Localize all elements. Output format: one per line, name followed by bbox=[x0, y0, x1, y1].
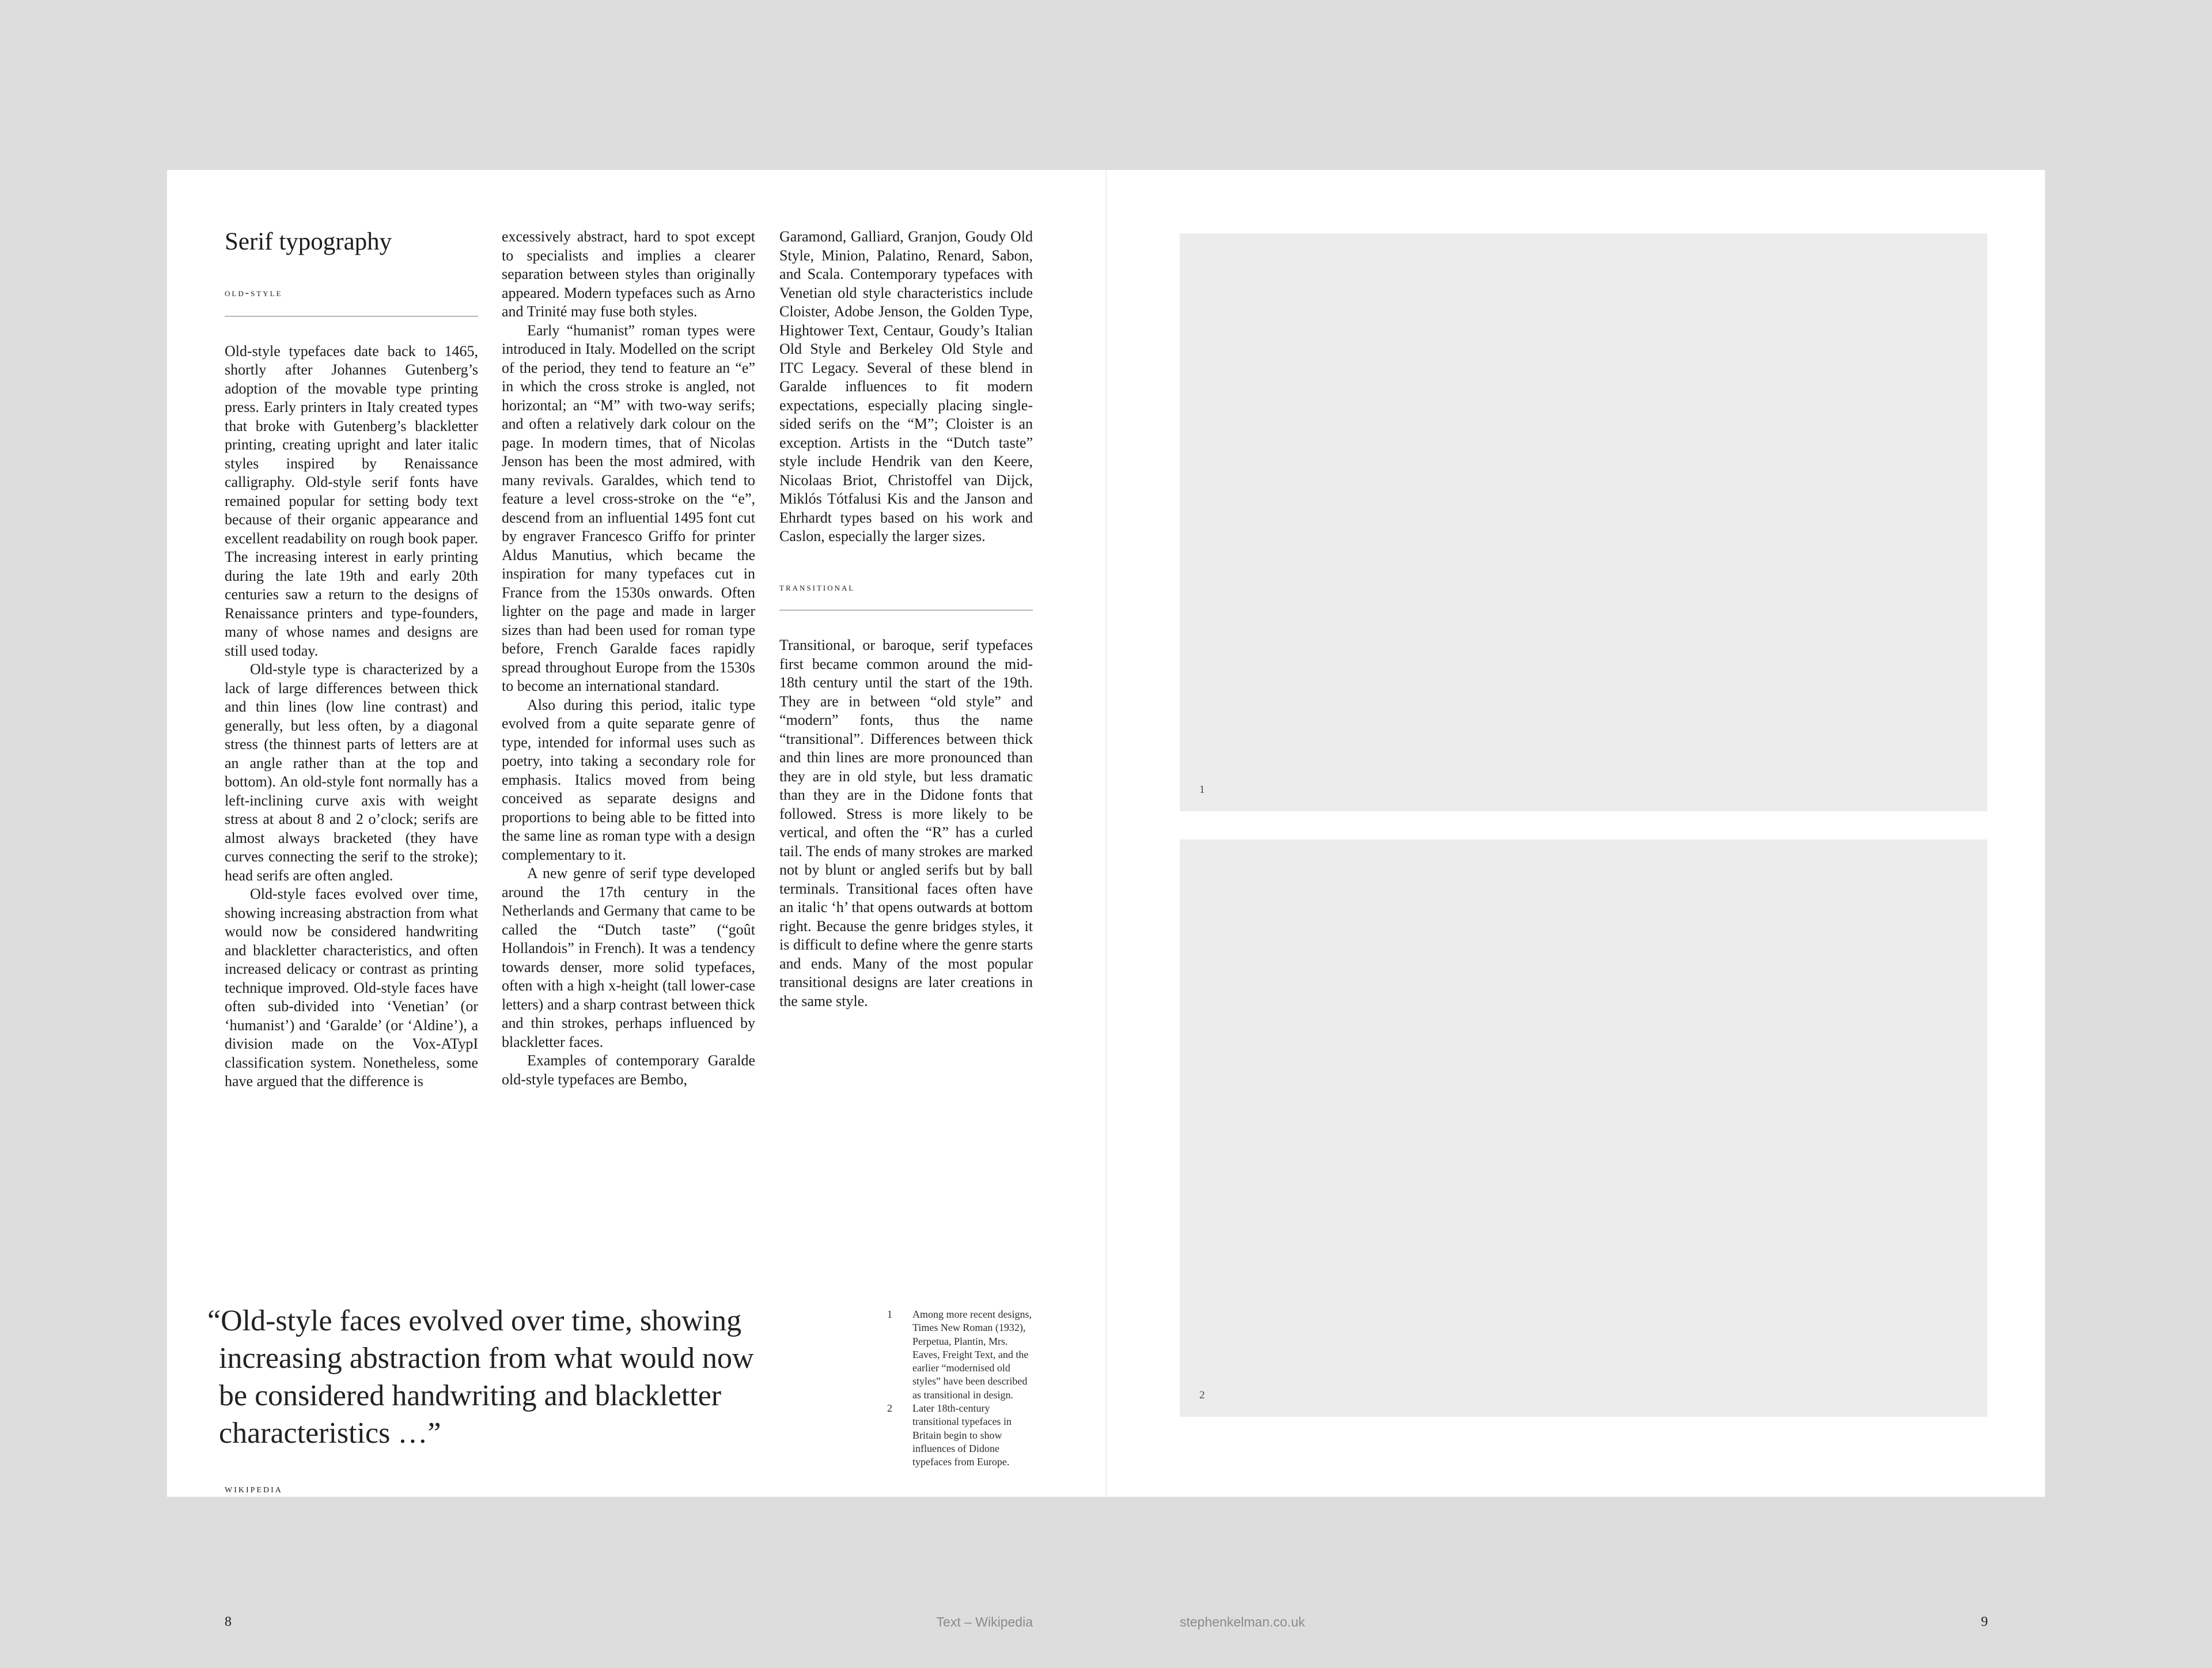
image-caption-number: 2 bbox=[1199, 1389, 1205, 1401]
paragraph: Early “humanist” roman types were introduced in Italy. Modelled on the script of the period, they tend to feature an “e” in which the cross stroke is angled, not horizontal; an “M” with two-way serifs; and often a relatively dark colour on the page. In modern times, that of Nicolas Jenson has been the most admired, with many revivals. Garaldes, which tend to feature a level cross-stroke on the “e”, descend from an influential 1495 font cut by engraver Francesco Griffo for printer Aldus Manutius, which became the inspiration for many typefaces cut in France from the 1530s onwards. Often lighter on the page and made in larger sizes than had been used for roman type before, French Garalde faces rapidly spread throughout Europe from the 1530s to become an international standard. bbox=[502, 322, 755, 694]
paragraph: A new genre of serif type developed around the 17th century in the Netherlands and Germany that came to be called the “Dutch taste” (“goût Hollandois” in French). It was a tendency towards denser, more solid typefaces, often with a high x-height (tall lower-case letters) and a sharp contrast between thick and thin strokes, perhaps influenced by blackletter faces. bbox=[502, 865, 755, 1050]
footnote bbox=[887, 1402, 1033, 1469]
pull-quote bbox=[207, 1302, 783, 1452]
image-placeholder-1 bbox=[1180, 233, 1987, 811]
image-placeholder-2 bbox=[1180, 839, 1987, 1417]
section-heading-transitional: transitional bbox=[779, 578, 1033, 611]
running-footer-left: Text – Wikipedia bbox=[936, 1614, 1033, 1629]
right-page bbox=[1106, 170, 2045, 1629]
paragraph: Also during this period, italic type evolved from a quite separate genre of type, intended for informal uses such as poetry, into taking a secondary role for emphasis. Italics moved from being conceived as separate designs and proportions to being able to be fitted into the same line as roman type with a design complementary to it. bbox=[502, 696, 755, 863]
page-title: Serif typography bbox=[225, 228, 392, 255]
quote-source: wikipedia bbox=[225, 1482, 283, 1495]
image-caption-number: 1 bbox=[1199, 784, 1205, 796]
pull-quote-text: “Old-style faces evolved over time, showing increasing abstraction from what would now be considered handwriting and blackletter characteristics …” bbox=[207, 1304, 754, 1450]
footnote-number: 1 bbox=[887, 1308, 892, 1320]
paragraph: Garamond, Galliard, Granjon, Goudy Old Style, Minion, Palatino, Renard, Sabon, and Scala. Contemporary typefaces with Venetian old style characteristics include Cloister, Adobe Jenson, the Golden Type, Hightower Text, Centaur, Goudy’s Italian Old Style and Berkeley Old Style and ITC Legacy. Several of these blend in Garalde influences to fit modern expectations, especially placing single-sided serifs on the “M”; Cloister is an exception. Artists in the “Dutch taste” style include Hendrik van den Keere, Nicolaas Briot, Christoffel van Dijck, Miklós Tótfalusi Kis and the Janson and Ehrhardt types based on his work and Caslon, especially the larger sizes. bbox=[779, 228, 1033, 544]
running-footer-right: stephenkelman.co.uk bbox=[1180, 1614, 1305, 1629]
paragraph: Examples of contemporary Garalde old-style typefaces are Bembo, bbox=[502, 1052, 755, 1088]
footnote bbox=[887, 1308, 1033, 1402]
page-number-right: 9 bbox=[1981, 1614, 1988, 1629]
paragraph: Old-style typefaces date back to 1465, shortly after Johannes Gutenberg’s adoption of the movable type printing press. Early printers in Italy created types that broke with Gutenberg’s blackletter printing, creating upright and later italic styles inspired by Renaissance calligraphy. Old-style serif fonts have remained popular for setting body text because of their organic appearance and excellent readability on rough book paper. The increasing interest in early printing during the late 19th and early 20th centuries saw a return to the designs of Renaissance printers and type-founders, many of whose names and designs are still used today. bbox=[225, 342, 478, 659]
footnote-text: Among more recent designs, Times New Roman (1932), Perpetua, Plantin, Mrs. Eaves, Freight Text, and the earlier “modernised old styles” have been described as transitional in design. bbox=[912, 1308, 1032, 1401]
section-heading-old-style: old-style bbox=[225, 284, 478, 317]
left-page bbox=[167, 170, 1106, 1629]
footnote-number: 2 bbox=[887, 1402, 892, 1414]
footnotes bbox=[887, 1308, 1033, 1469]
paragraph: Old-style type is characterized by a lack of large differences between thick and thin lines (low line contrast) and generally, but less often, by a diagonal stress (the thinnest parts of letters are at an angle rather than at the top and bottom). An old-style font normally has a left-inclining curve axis with weight stress at about 8 and 2 o’clock; serifs are almost always bracketed (they have curves connecting the serif to the stroke); head serifs are often angled. bbox=[225, 661, 478, 884]
book-spread bbox=[167, 170, 2045, 1629]
paragraph: excessively abstract, hard to spot except to specialists and implies a clearer separation between styles than originally appeared. Modern typefaces such as Arno and Trinité may fuse both styles. bbox=[502, 228, 755, 320]
page-number-left: 8 bbox=[225, 1614, 232, 1629]
paragraph: Transitional, or baroque, serif typefaces first became common around the mid-18th century until the start of the 19th. They are in between “old style” and “modern” fonts, thus the name “transitional”. Differences between thick and thin lines are more pronounced than they are in old style, but less dramatic than they are in the Didone fonts that followed. Stress is more likely to be vertical, and often the “R” has a curled tail. The ends of many strokes are marked not by blunt or angled serifs but by ball terminals. Transitional faces often have an italic ‘h’ that opens outwards at bottom right. Because the genre bridges styles, it is difficult to define where the genre starts and ends. Many of the most popular transitional designs are later creations in the same style. bbox=[779, 637, 1033, 1009]
footnote-text: Later 18th-century transitional typefaces in Britain begin to show influences of Didone typefaces from Europe. bbox=[912, 1402, 1012, 1468]
text-column-1 bbox=[225, 228, 478, 1091]
text-column-3 bbox=[779, 228, 1033, 1011]
text-column-2 bbox=[502, 228, 755, 1089]
paragraph: Old-style faces evolved over time, showing increasing abstraction from what would now be considered handwriting and blackletter characteristics, and often increased delicacy or contrast as printing technique improved. Old-style faces have often sub-divided into ‘Venetian’ (or ‘humanist’) and ‘Garalde’ (or ‘Aldine’), a division made on the Vox-ATypI classification system. Nonetheless, some have argued that the difference is bbox=[225, 886, 478, 1090]
